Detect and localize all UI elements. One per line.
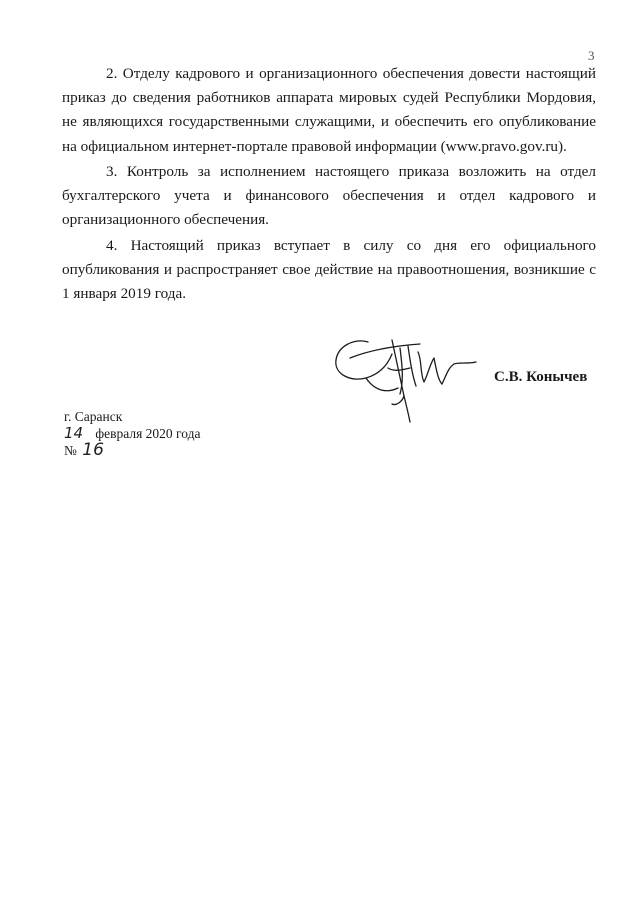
paragraph-item-2: 2. Отделу кадрового и организационного обеспечения довести настоящий приказ до сведения работников аппарата мировых судей Республики Мордовия, не являющихся государственными служащими, и обеспечить его опубликование на официальном интернет-портале правовой информации (www.pravo.gov.ru). bbox=[62, 65, 596, 155]
city-line: г. Саранск bbox=[64, 409, 123, 424]
handwritten-day: 14 bbox=[64, 424, 84, 442]
number-sign: № bbox=[64, 443, 77, 458]
order-body bbox=[62, 62, 596, 308]
page-number: 3 bbox=[588, 48, 595, 63]
order-number-line bbox=[64, 442, 200, 459]
signatory-name: С.В. Конычев bbox=[494, 369, 588, 385]
paragraph-item-3: 3. Контроль за исполнением настоящего приказа возложить на отдел бухгалтерского учета и финансового обеспечения и отдел кадрового и организационного обеспечения. bbox=[62, 163, 596, 229]
paragraph-item-4: 4. Настоящий приказ вступает в силу со дня его официального опубликования и распространяет свое действие на правоотношения, возникшие с 1 января 2019 года. bbox=[62, 236, 596, 303]
order-footer bbox=[64, 408, 200, 459]
date-month-year: февраля 2020 года bbox=[95, 426, 201, 441]
handwritten-order-number: 16 bbox=[82, 440, 104, 460]
handwritten-signature bbox=[330, 328, 500, 430]
